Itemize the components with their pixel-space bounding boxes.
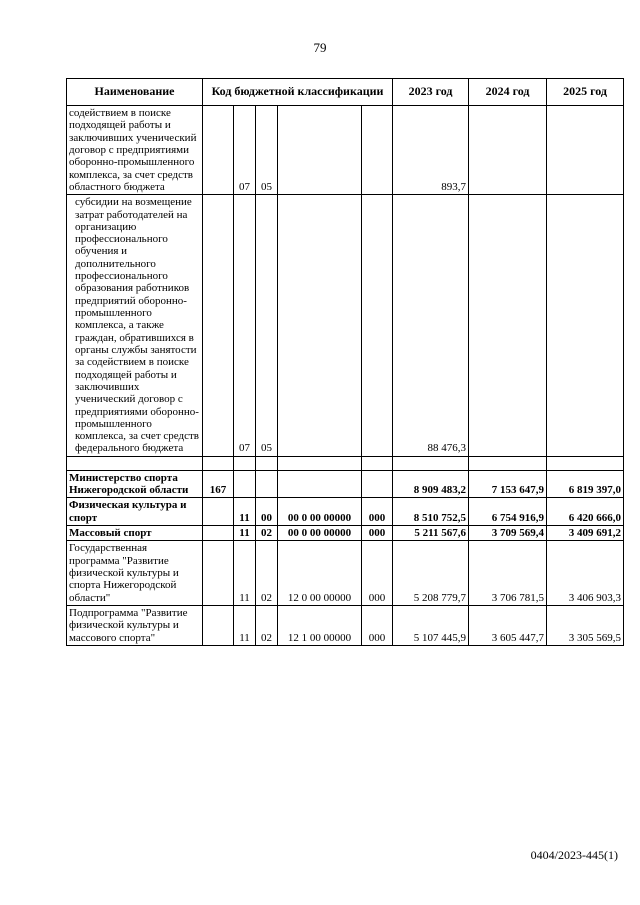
table-row xyxy=(67,195,624,457)
row-2024: 3 709 569,4 xyxy=(469,526,547,541)
row-2025: 3 409 691,2 xyxy=(547,526,624,541)
row-2025 xyxy=(547,195,624,457)
row-expense: 000 xyxy=(362,605,393,645)
row-2023: 5 211 567,6 xyxy=(393,526,469,541)
row-section: 11 xyxy=(234,541,256,606)
row-article: 12 0 00 00000 xyxy=(278,541,362,606)
header-2024: 2024 год xyxy=(469,79,547,106)
row-2025 xyxy=(547,106,624,195)
row-expense xyxy=(362,106,393,195)
row-2023: 5 107 445,9 xyxy=(393,605,469,645)
row-article xyxy=(278,470,362,498)
row-section: 11 xyxy=(234,498,256,526)
row-name: Физическая культура и спорт xyxy=(67,498,203,526)
row-section: 11 xyxy=(234,526,256,541)
row-article: 00 0 00 00000 xyxy=(278,526,362,541)
row-expense: 000 xyxy=(362,526,393,541)
row-ministry xyxy=(203,195,234,457)
row-section: 07 xyxy=(234,106,256,195)
row-2024 xyxy=(469,106,547,195)
row-ministry xyxy=(203,526,234,541)
row-2025: 6 819 397,0 xyxy=(547,470,624,498)
row-article xyxy=(278,106,362,195)
page-number: 79 xyxy=(313,40,327,55)
row-name: содействием в поиске подходящей работы и заключивших ученический договор с предприятиями оборонно-промышленного комплекса, за счет средств областного бюджета xyxy=(67,106,203,195)
table-row xyxy=(67,470,624,498)
row-subsection: 05 xyxy=(256,195,278,457)
row-subsection: 00 xyxy=(256,498,278,526)
table-row xyxy=(67,106,624,195)
row-expense xyxy=(362,470,393,498)
row-name: Министерство спорта Нижегородской области xyxy=(67,470,203,498)
row-2025: 3 305 569,5 xyxy=(547,605,624,645)
row-expense xyxy=(362,195,393,457)
row-2023: 893,7 xyxy=(393,106,469,195)
table-body xyxy=(67,106,624,646)
row-ministry xyxy=(203,605,234,645)
row-2024 xyxy=(469,195,547,457)
document-code: 0404/2023-445(1) xyxy=(530,848,618,862)
table-row xyxy=(67,526,624,541)
header-code: Код бюджетной классификации xyxy=(203,79,393,106)
header-name: Наименование xyxy=(67,79,203,106)
row-name: Массовый спорт xyxy=(67,526,203,541)
row-2023: 88 476,3 xyxy=(393,195,469,457)
row-ministry xyxy=(203,541,234,606)
row-ministry xyxy=(203,498,234,526)
row-section xyxy=(234,470,256,498)
row-subsection: 02 xyxy=(256,526,278,541)
table-row xyxy=(67,541,624,606)
row-expense: 000 xyxy=(362,498,393,526)
header-2023: 2023 год xyxy=(393,79,469,106)
row-2024: 6 754 916,9 xyxy=(469,498,547,526)
table-row xyxy=(67,498,624,526)
header-2025: 2025 год xyxy=(547,79,624,106)
row-section: 11 xyxy=(234,605,256,645)
row-expense: 000 xyxy=(362,541,393,606)
spacer-row xyxy=(67,456,624,470)
table-header-row xyxy=(67,79,624,106)
row-2025: 6 420 666,0 xyxy=(547,498,624,526)
row-name: субсидии на возмещение затрат работодателей на организацию профессионального обучения и дополнительного профессионального образования работников предприятий оборонно-промышленного комплекса, а также граждан, обратившихся в органы службы занятости за содействием в поиске подходящей работы и заключивших ученический договор с предприятиями оборонно-промышленного комплекса, за счет средств федерального бюджета xyxy=(67,195,203,457)
row-name: Государственная программа "Развитие физической культуры и спорта Нижегородской области" xyxy=(67,541,203,606)
row-article: 12 1 00 00000 xyxy=(278,605,362,645)
table-row xyxy=(67,605,624,645)
row-subsection xyxy=(256,470,278,498)
row-2024: 3 706 781,5 xyxy=(469,541,547,606)
row-2023: 5 208 779,7 xyxy=(393,541,469,606)
row-2025: 3 406 903,3 xyxy=(547,541,624,606)
budget-table xyxy=(66,78,624,646)
row-article: 00 0 00 00000 xyxy=(278,498,362,526)
row-2023: 8 909 483,2 xyxy=(393,470,469,498)
row-name: Подпрограмма "Развитие физической культуры и массового спорта" xyxy=(67,605,203,645)
row-subsection: 02 xyxy=(256,605,278,645)
row-subsection: 05 xyxy=(256,106,278,195)
row-ministry xyxy=(203,106,234,195)
row-subsection: 02 xyxy=(256,541,278,606)
row-2024: 3 605 447,7 xyxy=(469,605,547,645)
row-2023: 8 510 752,5 xyxy=(393,498,469,526)
row-article xyxy=(278,195,362,457)
row-ministry: 167 xyxy=(203,470,234,498)
row-2024: 7 153 647,9 xyxy=(469,470,547,498)
row-section: 07 xyxy=(234,195,256,457)
